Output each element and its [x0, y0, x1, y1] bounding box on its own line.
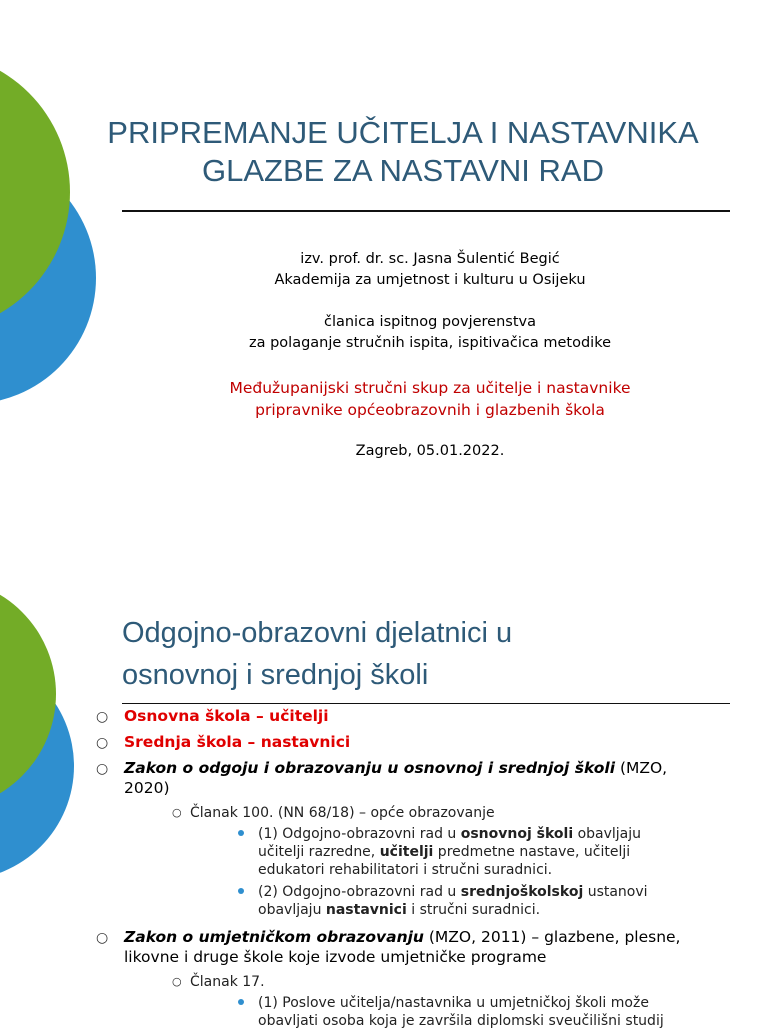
sub-item	[0, 804, 768, 822]
list-item	[0, 758, 768, 798]
slide-title	[0, 114, 768, 190]
sub-sub-item	[0, 994, 768, 1030]
text-run: ustanovi obavljaju	[258, 884, 648, 918]
title-divider	[122, 210, 730, 212]
event-line-2: pripravnike općeobrazovnih i glazbenih škola	[255, 401, 605, 419]
small-circle-bullet-icon: ○	[172, 806, 182, 819]
role-line-2: za polaganje stručnih ispita, ispitivačica metodike	[248, 335, 612, 351]
slide2-title-line-1: Odgojno-obrazovni djelatnici u	[122, 617, 513, 649]
dot-bullet-icon	[238, 999, 244, 1005]
text-run: obavljaju učitelji razredne,	[258, 826, 642, 860]
slide2-divider	[122, 703, 730, 704]
law-title: Zakon o odgoju i obrazovanju u osnovnoj i srednjoj školi	[124, 759, 616, 777]
dot-bullet-icon	[238, 888, 244, 894]
article-100: Članak 100. (NN 68/18) – opće obrazovanje	[190, 805, 495, 821]
text-run: i stručni suradnici.	[406, 902, 541, 918]
author-name: izv. prof. dr. sc. Jasna Šulentić Begić	[300, 251, 560, 267]
text-run: (1) Odgojno-obrazovni rad u	[258, 826, 461, 842]
article-17-paragraph: (1) Poslove učitelja/nastavnika u umjetničkoj školi može obavljati osoba koja je završila diplomski sveučilišni studij	[258, 995, 664, 1029]
title-line-2: GLAZBE ZA NASTAVNI RAD	[202, 153, 604, 188]
sub-sub-item	[0, 825, 768, 879]
text-run-bold: nastavnici	[325, 902, 407, 918]
text-run: predmetne nastave, učitelji edukatori rehabilitatori i stručni suradnici.	[258, 844, 631, 878]
slide2-title	[122, 612, 512, 696]
list-item	[0, 927, 768, 967]
slide2-content	[0, 706, 768, 1034]
text-run: (2) Odgojno-obrazovni rad u	[258, 884, 461, 900]
author-block	[0, 249, 768, 291]
event-block	[0, 377, 768, 421]
circle-bullet-icon: ○	[96, 930, 109, 946]
institution-name: Akademija za umjetnost i kulturu u Osijeku	[274, 272, 586, 288]
law-source: (MZO, 2020)	[124, 759, 668, 797]
circle-bullet-icon: ○	[96, 709, 109, 725]
circle-bullet-icon: ○	[96, 761, 109, 777]
item-secondary-school: Srednja škola – nastavnici	[124, 733, 351, 751]
item-primary-school: Osnovna škola – učitelji	[124, 707, 329, 725]
place-date: Zagreb, 05.01.2022.	[355, 443, 505, 459]
dot-bullet-icon	[238, 830, 244, 836]
slide-gap	[0, 560, 768, 574]
title-line-1: PRIPREMANJE UČITELJA I NASTAVNIKA	[107, 115, 699, 150]
sub-sub-item	[0, 883, 768, 919]
role-line-1: članica ispitnog povjerenstva	[323, 314, 536, 330]
slide2-title-line-2: osnovnoj i srednjoj školi	[122, 659, 429, 691]
text-run-bold: učitelji	[379, 844, 434, 860]
event-line-1: Međužupanijski stručni skup za učitelje i nastavnike	[229, 379, 631, 397]
circle-bullet-icon: ○	[96, 735, 109, 751]
law-title-2: Zakon o umjetničkom obrazovanju	[124, 928, 424, 946]
text-run-bold: srednjoškolskoj	[460, 884, 584, 900]
small-circle-bullet-icon: ○	[172, 975, 182, 988]
law-source-2: (MZO, 2011) – glazbene, plesne, likovne i druge škole koje izvode umjetničke programe	[124, 928, 681, 966]
text-run-bold: osnovnoj školi	[460, 826, 574, 842]
place-date-block	[0, 441, 768, 462]
list-item	[0, 706, 768, 726]
list-item	[0, 732, 768, 752]
article-17: Članak 17.	[190, 974, 265, 990]
role-block	[0, 312, 768, 354]
sub-item	[0, 973, 768, 991]
